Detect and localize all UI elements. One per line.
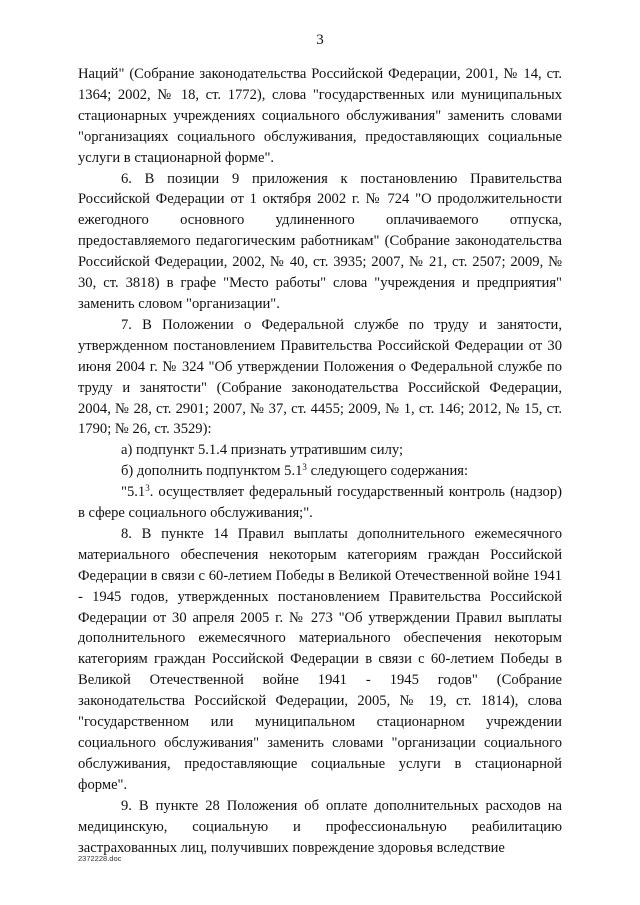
footer-filename: 2372228.doc bbox=[78, 854, 122, 863]
quote-text-end: . осуществляет федеральный государственный контроль (надзор) в сфере социального обслуживания;". bbox=[78, 484, 562, 522]
page-number: 3 bbox=[316, 32, 324, 48]
paragraph-9: 9. В пункте 28 Положения об оплате дополнительных расходов на медицинскую, социальную и профессиональную реабилитацию застрахованных лиц, получивших повреждение здоровья вследствие bbox=[78, 797, 562, 856]
paragraph-7-item-a: а) подпункт 5.1.4 признать утратившим силу; bbox=[121, 442, 404, 459]
item-b-text: б) дополнить подпунктом 5.1 bbox=[121, 463, 303, 480]
item-b-text-end: следующего содержания: bbox=[306, 463, 469, 480]
paragraph-7-item-b bbox=[78, 461, 562, 482]
quote-text: "5.1 bbox=[121, 484, 146, 501]
paragraph-6: 6. В позиции 9 приложения к постановлению Правительства Российской Федерации от 1 октября 2002 г. № 724 "О продолжительности ежегодного основного удлиненного оплачиваемого отпуска, предоставляемого педагогическим работникам" (Собрание законодательства Российской Федерации, 2002, № 40, ст. 3935; 2007, № 21, ст. 2507; 2009, № 30, ст. 3818) в графе "Место работы" слова "учреждения и предприятия" заменить словом "организации". bbox=[78, 170, 562, 312]
quote-superscript: 3 bbox=[145, 483, 150, 494]
document-body bbox=[78, 64, 562, 858]
paragraph-continuation: Наций" (Собрание законодательства Российской Федерации, 2001, № 14, ст. 1364; 2002, № 18, ст. 1772), слова "государственных или муниципальных стационарных учреждениях социального обслуживания" заменить словами "организациях социального обслуживания, предоставляющих социальные услуги в стационарной форме". bbox=[78, 66, 562, 166]
paragraph-7: 7. В Положении о Федеральной службе по труду и занятости, утвержденном постановлением Правительства Российской Федерации от 30 июня 2004 г. № 324 "Об утверждении Положения о Федеральной службе по труду и занятости" (Собрание законодательства Российской Федерации, 2004, № 28, ст. 2901; 2007, № 37, ст. 4455; 2009, № 1, ст. 146; 2012, № 15, ст. 1790; № 26, ст. 3529): bbox=[78, 316, 562, 438]
item-b-superscript: 3 bbox=[302, 462, 307, 473]
paragraph-8: 8. В пункте 14 Правил выплаты дополнительного ежемесячного материального обеспечения некоторым категориям граждан Российской Федерации в связи с 60-летием Победы в Великой Отечественной войне 1941 - 1945 годов, утвержденных постановлением Правительства Российской Федерации от 30 апреля 2005 г. № 273 "Об утверждении Правил выплаты дополнительного ежемесячного материального обеспечения некоторым категориям граждан Российской Федерации в связи с 60-летием Победы в Великой Отечественной войне 1941 - 1945 годов" (Собрание законодательства Российской Федерации, 2005, № 19, ст. 1814), слова "государственном или муниципальном стационарном учреждении социального обслуживания" заменить словами "организации социального обслуживания, предоставляющие социальные услуги в стационарной форме". bbox=[78, 525, 562, 793]
paragraph-7-quote bbox=[78, 482, 562, 524]
